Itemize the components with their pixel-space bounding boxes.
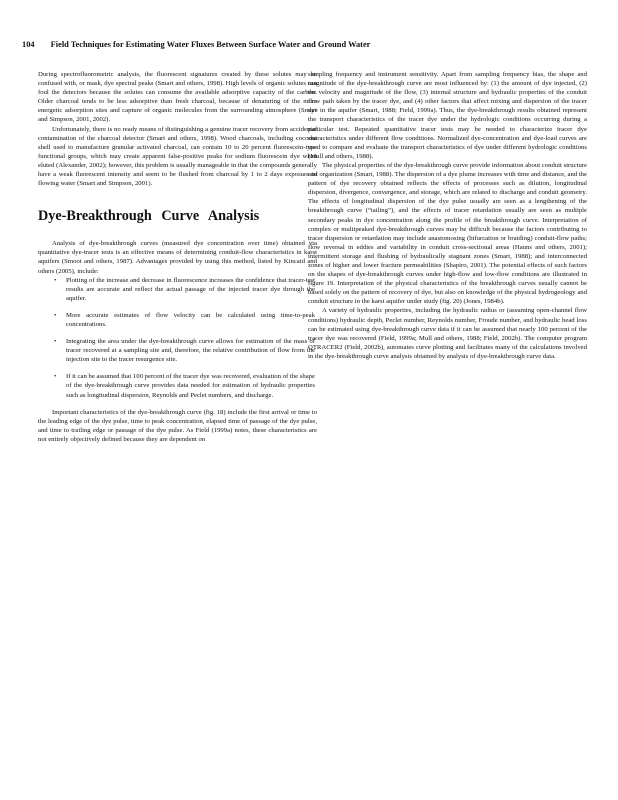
list-item [38, 372, 317, 399]
list-item-text: More accurate estimates of flow velocity can be calculated using time-to-peak concentrations. [66, 311, 315, 328]
left-paragraph-3: Analysis of dye-breakthrough curves (measured dye concentration over time) obtained via quantitative dye-tracer tests is an effective means of determining conduit-flow characteristics in karst aquifers (Smoot and others, 1987). Advantages provided by using this method, listed by Kincaid and others (2005), include: [38, 240, 317, 275]
bullet-icon: • [54, 311, 57, 319]
advantages-list [38, 276, 317, 400]
list-item [38, 337, 317, 364]
bullet-icon: • [54, 338, 57, 346]
right-paragraph-1: sampling frequency and instrument sensitivity. Apart from sampling frequency bias, the shape and magnitude of the dye-breakthrough curve are most influenced by: (1) the amount of dye injected, (2) the velocity and magnitude of the flow, (3) internal structure and hydraulic properties of the conduit flow path taken by the tracer dye, and (4) other factors that affect mixing and dispersion of the tracer dye in the aquifer (Smart, 1988; Field, 1999a). Thus, the dye-breakthrough results obtained represent the transport characteristics of the tracer dye under the hydrologic conditions occurring during a particular test. Repeated quantitative tracer tests may be needed to characterize tracer dye characteristics under different flow conditions. Normalized dye-concentration and dye-load curves are used to compare and evaluate the transport characteristics of dye under different hydrologic conditions (Mull and others, 1988). [308, 71, 587, 160]
running-header [22, 40, 602, 49]
bullet-icon: • [54, 276, 57, 284]
left-paragraph-2: Unfortunately, there is no ready means of distinguishing a genuine tracer recovery from accidental contamination of the charcoal detector (Smart and others, 1998). Wood charcoals, including coconut shell used to manufacture granular activated charcoal, can contain 10 to 20 percent fluorescein-type functional groups, which may create apparent false-positive peaks for sodium fluorescein dye when eluted (Alexander, 2002); however, this problem is usually manageable in that the compounds generally have a weak fluorescent intensity and seem to be flushed from charcoal by 1 to 2 days exposure to flowing water (Smart and Simpson, 2001). [38, 125, 317, 188]
left-column [38, 70, 317, 444]
list-item [38, 276, 317, 303]
list-item [38, 311, 317, 329]
running-title: Field Techniques for Estimating Water Fluxes Between Surface Water and Ground Water [50, 40, 371, 49]
right-paragraph-3: A variety of hydraulic properties, including the hydraulic radius or (assuming open-channel flow conditions) hydraulic depth, Peclet number, Reynolds number, Froude number, and hydraulic head loss can be estimated using dye-breakthrough curve data if it can be assumed that nearly 100 percent of the tracer dye was recovered (Field, 1999a; Mull and others, 1988; Field, 2002b). The computer program QTRACER2 (Field, 2002b), automates curve plotting and facilitates many of the calculations involved in the dye-breakthrough curve analysis obtained by analysis of dye-breakthrough curve data. [308, 307, 587, 360]
list-item-text: Integrating the area under the dye-breakthrough curve allows for estimation of the mass of tracer recovered at a sampling site and, therefore, the relative contribution of flow from the injection site to the tracer resurgence site. [66, 338, 315, 364]
right-paragraph-2: The physical properties of the dye-breakthrough curve provide information about conduit structure and organization (Smart, 1988). The dispersion of a dye plume increases with time and distance, and the pattern of dye recovery obtained reflects the effects of processes such as dilution, longitudinal dispersion, divergence, convergence, and storage, which are related to discharge and conduit geometry. The effects of longitudinal dispersion of the dye pulse usually are seen as a lengthening of the breakthrough curve (“tailing”), and the effects of tracer retardation usually are seen as multiple secondary peaks in dye concentration along the profile of the breakthrough curve. Interpretation of complex or multipeaked dye-breakthrough curves may be difficult because the factors contributing to tracer dispersion or retardation may include anastomosing (bifurcation or braiding) conduit-flow paths; flow reversal in eddies and variability in conduit cross-sectional areas (Hauns and others, 2001); intermittent storage and flushing of hydraulically stagnant zones (Smart, 1988); and interconnected zones of higher and lower fracture permeabilities (Shapiro, 2001). The potential effects of such factors on the shapes of dye-breakthrough curves under high-flow and low-flow conditions are illustrated in figure 19. Interpretation of the physical characteristics of the breakthrough curves usually cannot be based solely on the pattern of recovery of dye, but also on knowledge of the physical hydrogeology and conduit structure in the karst aquifer under study (fig. 20) (Jones, 1984b). [308, 161, 587, 306]
section-heading: Dye-Breakthrough Curve Analysis [38, 208, 260, 225]
list-item-text: Plotting of the increase and decrease in fluorescence increases the confidence that tracer-test results are accurate and reflect the actual passage of the injected tracer dye through the aquifer. [66, 276, 315, 302]
bullet-icon: • [54, 373, 57, 381]
list-item-text: If it can be assumed that 100 percent of the tracer dye was recovered, evaluation of the shape of the dye-breakthrough curve provides data needed for estimation of hydraulic properties such as longitudinal dispersion, Reynolds and Peclet numbers, and discharge. [66, 373, 315, 399]
left-paragraph-4: Important characteristics of the dye-breakthrough curve (fig. 18) include the first arrival or time to the leading edge of the dye pulse, time to peak concentration, elapsed time of passage of the dye pulse, and time to trailing edge or passage of the dye pulse. As Field (1999a) notes, these characteristics are not entirely objectively defined because they are dependent on [38, 408, 317, 443]
left-paragraph-1: During spectrofluorometric analysis, the fluorescent signatures created by these solutes may be confused with, or mask, dye spectral peaks (Smart and others, 1998). High levels of organic solutes can foul the detectors because the solutes can consume the available adsorptive capacity of the carbon. Older charcoal tends to be less adsorptive than fresh charcoal, because of denaturing of the more energetic adsorption sites and capture of organic molecules from the surrounding atmosphere (Smart and Simpson, 2001, 2002). [38, 71, 317, 124]
right-column [308, 70, 587, 361]
page-number: 104 [22, 40, 35, 49]
